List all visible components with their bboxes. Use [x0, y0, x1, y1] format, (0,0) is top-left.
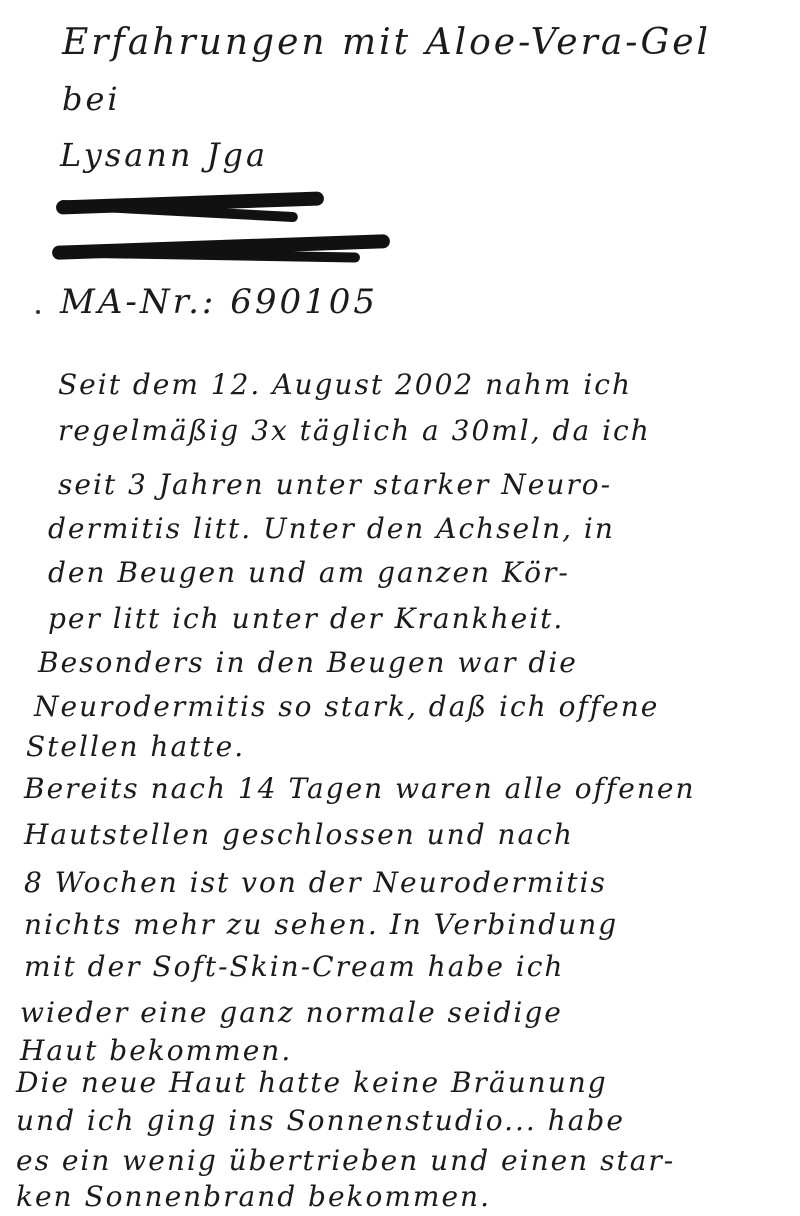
body-line: mit der Soft-Skin-Cream habe ich [24, 950, 565, 983]
body-line: Neurodermitis so stark, daß ich offene [34, 690, 660, 723]
body-line: wieder eine ganz normale seidige [20, 996, 563, 1029]
body-line: Bereits nach 14 Tagen waren alle offenen [24, 772, 696, 805]
body-line: es ein wenig übertrieben und einen star- [16, 1144, 676, 1177]
body-line: 8 Wochen ist von der Neurodermitis [24, 866, 607, 899]
ink-dot [36, 310, 40, 314]
body-line: und ich ging ins Sonnenstudio... habe [16, 1104, 625, 1137]
letter-title: Erfahrungen mit Aloe-Vera-Gel [62, 22, 712, 63]
body-line: Besonders in den Beugen war die [38, 646, 578, 679]
body-line: Stellen hatte. [26, 730, 246, 763]
letter-name: Lysann Jga [60, 136, 269, 174]
body-line: Seit dem 12. August 2002 nahm ich [58, 368, 633, 401]
body-line: den Beugen und am ganzen Kör- [48, 556, 570, 589]
body-line: Haut bekommen. [20, 1034, 293, 1067]
body-line: dermitis litt. Unter den Achseln, in [48, 512, 615, 545]
body-line: regelmäßig 3x täglich a 30ml, da ich [58, 414, 651, 447]
body-line: seit 3 Jahren unter starker Neuro- [58, 468, 613, 501]
body-line: Die neue Haut hatte keine Bräunung [16, 1066, 608, 1099]
letter-bei: bei [62, 80, 121, 118]
ma-number: MA-Nr.: 690105 [60, 282, 378, 322]
body-line: nichts mehr zu sehen. In Verbindung [24, 908, 619, 941]
body-line: per litt ich unter der Krankheit. [48, 602, 565, 635]
body-line: Hautstellen geschlossen und nach [24, 818, 574, 851]
body-line: ken Sonnenbrand bekommen. [16, 1180, 491, 1213]
